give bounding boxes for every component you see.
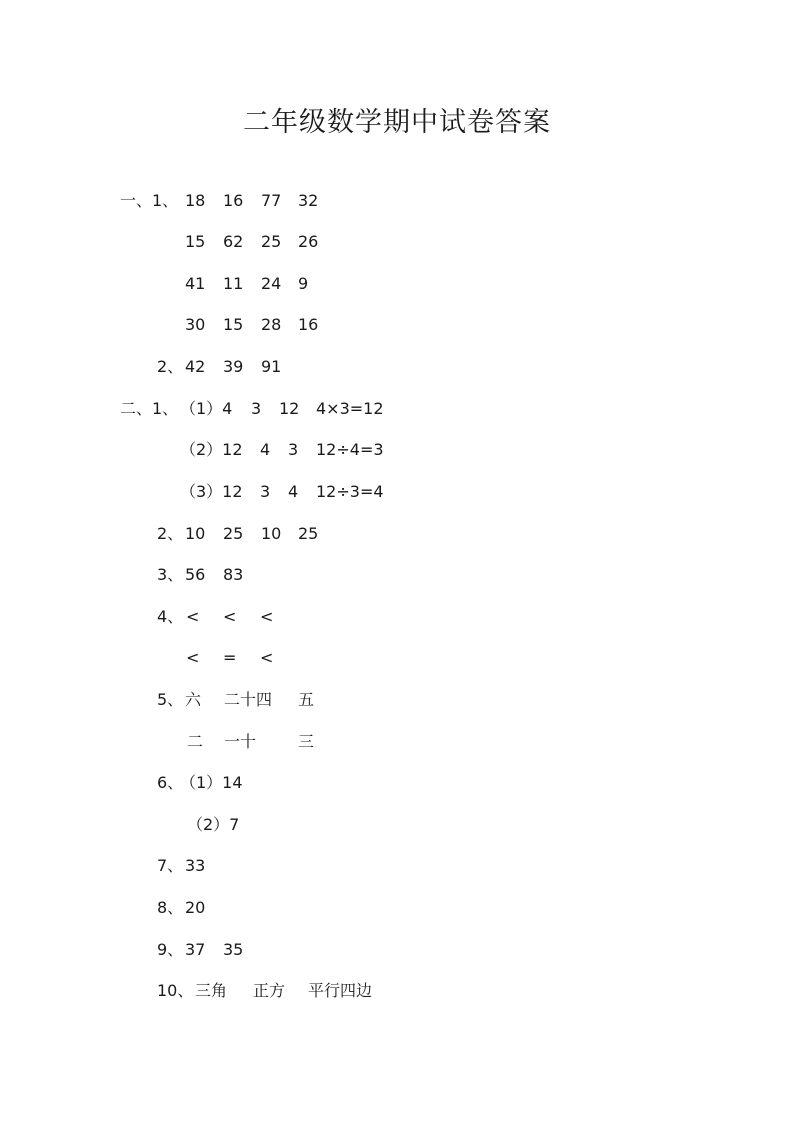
- answer-value: 4: [260, 440, 271, 459]
- page-title: 二年级数学期中试卷答案: [243, 107, 551, 138]
- answer-value: 平行四边: [308, 981, 373, 1000]
- answer-value: 正方: [253, 981, 286, 1000]
- answer-line: [0, 896, 794, 920]
- question-number: 5、: [157, 690, 184, 709]
- answer-value: 30: [185, 315, 206, 334]
- answer-value: <: [186, 648, 200, 667]
- answer-value: 41: [185, 274, 206, 293]
- answer-value: 39: [223, 357, 244, 376]
- answer-value: 83: [223, 565, 244, 584]
- answer-value: 3: [288, 440, 299, 459]
- answer-line: [0, 563, 794, 587]
- answer-value: 15: [223, 315, 244, 334]
- answer-value: （1）14: [180, 773, 243, 792]
- answer-value: 3: [260, 482, 271, 501]
- answer-value: 25: [298, 524, 319, 543]
- answer-value: 10: [185, 524, 206, 543]
- question-number: 二、1、: [120, 399, 179, 418]
- answer-value: 33: [185, 856, 206, 875]
- question-number: 9、: [157, 940, 184, 959]
- answer-value: 25: [261, 232, 282, 251]
- answer-value: 62: [223, 232, 244, 251]
- answer-value: 12÷4=3: [316, 440, 384, 459]
- question-number: 8、: [157, 898, 184, 917]
- answer-value: <: [223, 607, 237, 626]
- answer-value: （1）4: [180, 399, 233, 418]
- answer-value: 五: [298, 690, 315, 709]
- question-number: 2、: [157, 524, 184, 543]
- answer-line: [0, 313, 794, 337]
- answer-line: [0, 272, 794, 296]
- answer-value: 一十: [224, 732, 257, 751]
- answer-value: 24: [261, 274, 282, 293]
- answer-value: <: [186, 607, 200, 626]
- answer-value: 32: [298, 191, 319, 210]
- question-number: 10、: [157, 981, 194, 1000]
- answer-value: 35: [223, 940, 244, 959]
- question-number: 一、1、: [120, 191, 179, 210]
- answer-value: （2）12: [180, 440, 243, 459]
- answer-value: 26: [298, 232, 319, 251]
- question-number: 6、: [157, 773, 184, 792]
- question-number: 4、: [157, 607, 184, 626]
- answer-value: 三角: [195, 981, 228, 1000]
- answer-value: 六: [185, 690, 202, 709]
- answer-line: [0, 480, 794, 504]
- answer-value: 28: [261, 315, 282, 334]
- answer-value: 77: [261, 191, 282, 210]
- answer-value: 二: [187, 732, 204, 751]
- answer-value: 18: [185, 191, 206, 210]
- answer-line: [0, 522, 794, 546]
- answer-line: [0, 979, 794, 1003]
- answer-value: 16: [223, 191, 244, 210]
- answer-value: 9: [298, 274, 309, 293]
- question-number: 2、: [157, 357, 184, 376]
- answer-line: [0, 813, 794, 837]
- answer-line: [0, 730, 794, 754]
- question-number: 3、: [157, 565, 184, 584]
- answer-value: 42: [185, 357, 206, 376]
- answer-value: =: [223, 648, 237, 667]
- answer-value: （3）12: [180, 482, 243, 501]
- answer-value: 37: [185, 940, 206, 959]
- answer-value: 4: [288, 482, 299, 501]
- answer-value: 91: [261, 357, 282, 376]
- answer-value: 11: [223, 274, 244, 293]
- answer-line: [0, 938, 794, 962]
- answer-line: [0, 355, 794, 379]
- answer-value: 56: [185, 565, 206, 584]
- answer-line: [0, 605, 794, 629]
- answer-value: 25: [223, 524, 244, 543]
- answer-value: <: [260, 648, 274, 667]
- question-number: 7、: [157, 856, 184, 875]
- answer-value: 16: [298, 315, 319, 334]
- answer-value: 3: [251, 399, 262, 418]
- answer-value: 二十四: [224, 690, 273, 709]
- answer-value: 15: [185, 232, 206, 251]
- answer-line: [0, 189, 794, 213]
- answer-value: 20: [185, 898, 206, 917]
- answer-line: [0, 688, 794, 712]
- answer-value: 12: [279, 399, 300, 418]
- answer-value: 三: [298, 732, 315, 751]
- answer-line: [0, 397, 794, 421]
- answer-line: [0, 646, 794, 670]
- answer-value: （2）7: [187, 815, 240, 834]
- answer-line: [0, 854, 794, 878]
- answer-value: 12÷3=4: [316, 482, 384, 501]
- answer-value: 10: [261, 524, 282, 543]
- answer-line: [0, 771, 794, 795]
- answer-value: <: [260, 607, 274, 626]
- answer-line: [0, 438, 794, 462]
- answer-value: 4×3=12: [316, 399, 384, 418]
- answer-line: [0, 230, 794, 254]
